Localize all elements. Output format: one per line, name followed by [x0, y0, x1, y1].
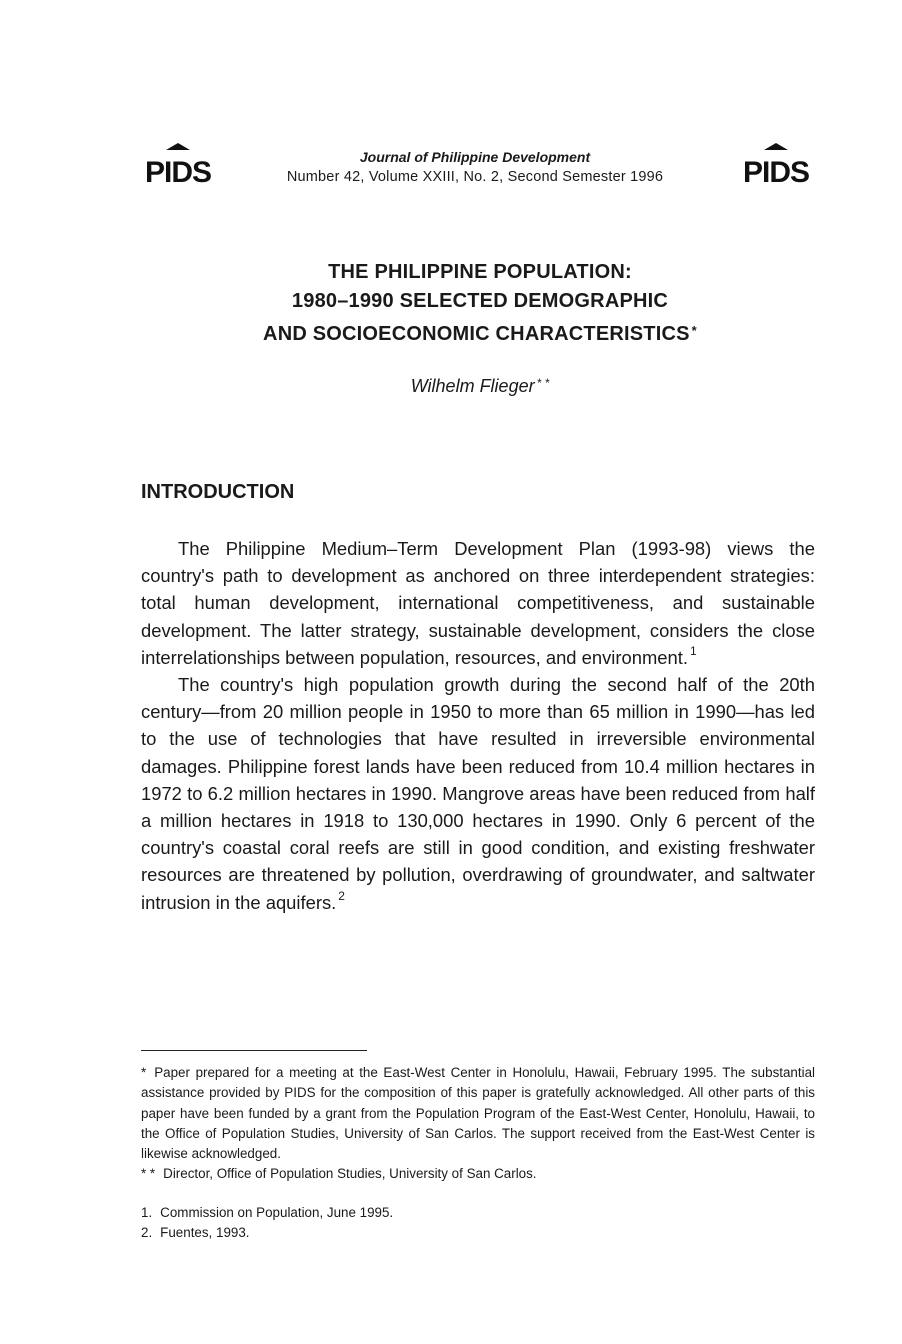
footnote-double-star [141, 1164, 815, 1184]
title-line-1: THE PHILIPPINE POPULATION: [328, 261, 632, 283]
article-title [150, 258, 810, 349]
author-footnote-mark: * * [536, 376, 550, 390]
journal-header [230, 147, 720, 187]
footnote-star-mark: * [141, 1065, 147, 1080]
footnote-2-mark: 2. [141, 1225, 153, 1241]
footnote-ref-2: 2 [338, 888, 345, 903]
paragraph-2-text: The country's high population growth during the second half of the 20th century—from 20 million people in 1950 to more than 65 million in 1990—has led to the use of technologies that have resulted in irreversible environmental damages. Philippine forest lands have been reduced from 10.4 million hectares in 1972 to 6.2 million hectares in 1990. Mangrove areas have been reduced from half a million hectares in 1918 to 130,000 hectares in 1990. Only 6 percent of the country's coastal coral reefs are still in good condition, and existing freshwater resources are threatened by pollution, overdrawing of groundwater, and saltwater intrusion in the aquifers. [141, 674, 815, 913]
footnote-double-star-text: Director, Office of Population Studies, University of San Carlos. [163, 1166, 537, 1182]
footnote-star [141, 1063, 815, 1164]
footnote-divider [141, 1050, 367, 1051]
pids-logo-right [737, 142, 815, 184]
journal-name: Journal of Philippine Development [359, 149, 591, 165]
pids-logo-text: PIDS [742, 156, 810, 184]
footnote-2-text: Fuentes, 1993. [160, 1225, 250, 1241]
pids-logo-text: PIDS [144, 156, 212, 184]
pids-logo-left [139, 142, 217, 184]
paragraph-1-text: The Philippine Medium–Term Development Plan (1993-98) views the country's path to development as anchored on three interdependent strategies: total human development, international competitiveness, and sustainable development. The latter strategy, sustainable development, considers the close interrelationships between population, resources, and environment. [141, 538, 815, 668]
paragraph-1 [141, 535, 815, 671]
footnote-star-text: Paper prepared for a meeting at the East-West Center in Honolulu, Hawaii, February 1995. The substantial assistance provided by PIDS for the composition of this paper is gratefully acknowledged. All other parts of this paper have been funded by a grant from the Population Program of the East-West Center, Honolulu, Hawaii, to the Office of Population Studies, University of San Carlos. The support received from the East-West Center is likewise acknowledged. [141, 1065, 815, 1162]
title-line-2: 1980–1990 SELECTED DEMOGRAPHIC [291, 290, 669, 312]
title-line-3-text: AND SOCIOECONOMIC CHARACTERISTICS [263, 323, 690, 345]
footnote-1 [141, 1203, 815, 1223]
paragraph-2 [141, 671, 815, 916]
footnote-1-mark: 1. [141, 1204, 153, 1220]
footnote-ref-1: 1 [689, 643, 697, 658]
title-footnote-mark: * [691, 323, 697, 338]
pids-logo-icon [737, 142, 815, 184]
footnote-1-text: Commission on Population, June 1995. [160, 1204, 394, 1220]
body-text [141, 535, 815, 916]
journal-issue: Number 42, Volume XXIII, No. 2, Second Semester 1996 [286, 169, 664, 185]
section-heading: INTRODUCTION [141, 481, 295, 503]
title-line-3 [150, 316, 810, 349]
author-name: Wilhelm Flieger [410, 376, 535, 396]
author [300, 371, 660, 398]
footnote-gap [141, 1185, 815, 1203]
pids-logo-icon [139, 142, 217, 184]
footnotes [141, 1063, 815, 1243]
footnote-double-star-mark: * * [141, 1166, 156, 1182]
footnote-2 [141, 1223, 815, 1243]
